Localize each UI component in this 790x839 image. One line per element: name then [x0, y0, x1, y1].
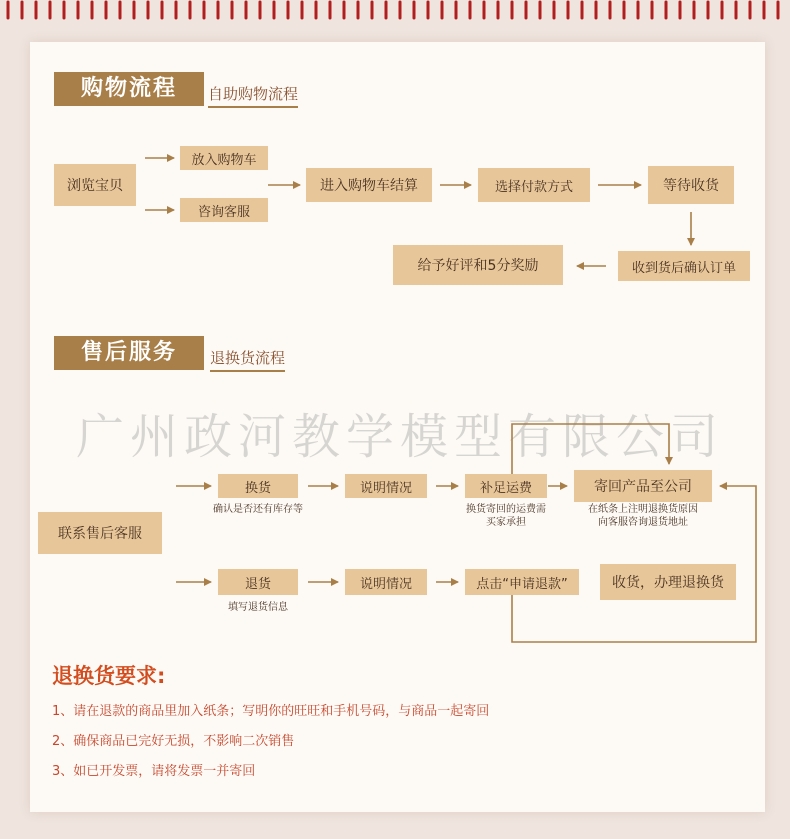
browse-box: 浏览宝贝 [54, 164, 136, 206]
confirm-box: 收到货后确认订单 [618, 251, 750, 281]
shopping-title: 购物流程 [54, 72, 204, 106]
receive-box: 收货，办理退换货 [600, 564, 736, 600]
pay-shipping-note-line-1: 换货寄回的运费需 [466, 504, 546, 515]
wait-box: 等待收货 [648, 166, 734, 204]
spiral-binding [0, 0, 790, 30]
exchange-note: 确认是否还有库存等 [213, 504, 303, 515]
checkout-box: 进入购物车结算 [306, 168, 432, 202]
review-box: 给予好评和5分奖励 [393, 245, 563, 285]
refund-note: 填写退货信息 [228, 602, 288, 613]
aftersales-subtitle: 退换货流程 [210, 347, 285, 372]
requirement-item-2: 2、确保商品已完好无损，不影响二次销售 [52, 734, 295, 749]
explain-box-1: 说明情况 [345, 474, 427, 498]
apply-refund-box: 点击“申请退款” [465, 569, 579, 595]
pay-shipping-note [446, 503, 566, 529]
contact-box: 联系售后客服 [38, 512, 162, 554]
requirement-item-3: 3、如已开发票，请将发票一并寄回 [52, 764, 256, 779]
send-back-note-line-1: 在纸条上注明退换货原因 [588, 504, 698, 515]
requirement-item-1: 1、请在退款的商品里加入纸条；写明你的旺旺和手机号码，与商品一起寄回 [52, 704, 490, 719]
refund-box: 退货 [218, 569, 298, 595]
pay-shipping-box: 补足运费 [465, 474, 547, 498]
send-back-box: 寄回产品至公司 [574, 470, 712, 502]
add-cart-box: 放入购物车 [180, 146, 268, 170]
company-watermark: 广州政河教学模型有限公司 [75, 409, 724, 465]
exchange-box: 换货 [218, 474, 298, 498]
aftersales-title: 售后服务 [54, 336, 204, 370]
payment-box: 选择付款方式 [478, 168, 590, 202]
requirements-title: 退换货要求: [52, 664, 166, 688]
pay-shipping-note-line-2: 买家承担 [486, 517, 526, 528]
explain-box-2: 说明情况 [345, 569, 427, 595]
consult-box: 咨询客服 [180, 198, 268, 222]
send-back-note [568, 503, 718, 529]
send-back-note-line-2: 向客服咨询退货地址 [598, 517, 688, 528]
shopping-subtitle: 自助购物流程 [208, 83, 298, 108]
